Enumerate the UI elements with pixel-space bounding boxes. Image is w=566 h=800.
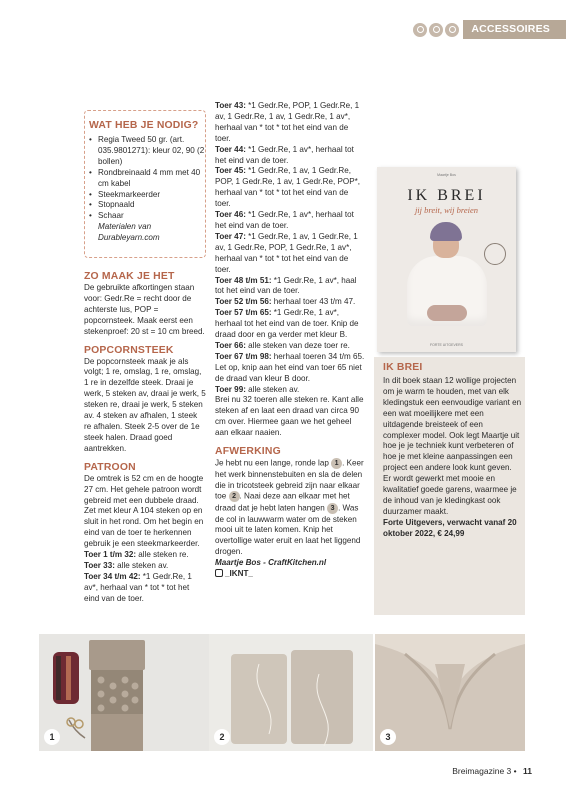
step-badge: 1 bbox=[331, 458, 342, 469]
row-instruction: Toer 48 t/m 51: *1 Gedr.Re, 1 av*, haal tot het eind van de toer. bbox=[215, 275, 357, 296]
row-instruction: Toer 52 t/m 56: herhaal toer 43 t/m 47. bbox=[215, 297, 356, 307]
middle-column bbox=[215, 101, 365, 580]
row-instruction: Toer 45: *1 Gedr.Re, 1 av, 1 Gedr.Re, POP, 1 Gedr.Re, 1 av, 1 Gedr.Re, POP*, herhaal van * tot * tot het eind van de toer. bbox=[215, 166, 361, 209]
magazine-name: Breimagazine 3 bbox=[452, 766, 512, 776]
page-footer: Breimagazine 3 • 11 bbox=[452, 766, 532, 776]
popcorn-text: De popcornsteek maak je als volgt; 1 re, omslag, 1 re, omslag, 1 re in dezelfde steek. Draai je werk, 5 steken av, draai je werk, 5 steken re, draai je werk, 5 steken av. 4 steken av afhalen, 1 steek re afhalen. Steek 2-5 over de 1e steek halen. Draad goed aantrekken. bbox=[84, 356, 206, 453]
finish-text: Brei nu 32 toeren alle steken re. Kant alle steken af en laat een draad van circa 90 cm over. Hiermee gaan we het geheel aan elkaar naaien. bbox=[215, 395, 364, 438]
book-subtitle: jij breit, wij breien bbox=[414, 205, 479, 215]
photo-folded-knit bbox=[209, 634, 373, 751]
row-instruction: Toer 43: *1 Gedr.Re, POP, 1 Gedr.Re, 1 av, 1 Gedr.Re, 1 av, 1 Gedr.Re, 1 av*, herhaal van * tot * tot het eind van de toer. bbox=[215, 101, 360, 143]
book-author: Maartje Bos bbox=[437, 173, 456, 177]
photo-3-illustration bbox=[375, 634, 525, 751]
photo-2-illustration bbox=[209, 634, 373, 751]
photo-number: 3 bbox=[380, 729, 396, 745]
materials-note: Materialen van bbox=[98, 222, 152, 232]
row-instruction: Toer 34 t/m 42: *1 Gedr.Re, 1 av*, herhaal van * tot * tot het eind van de toer. bbox=[84, 571, 192, 603]
materials-title: WAT HEB JE NODIG? bbox=[89, 120, 199, 131]
hands-illustration bbox=[427, 305, 467, 321]
patroon-text-2: Zet met kleur A 104 steken op en sluit in het rond. Om het begin en eind van de toer te herkennen gebruik je een steekmarkeerder. bbox=[84, 506, 204, 549]
section-label: ACCESSOIRES bbox=[463, 20, 566, 39]
photo-knitted-piece-with-scissors bbox=[39, 634, 215, 751]
hat-illustration bbox=[430, 222, 462, 241]
book-info-publisher: Forte Uitgevers, verwacht vanaf 20 oktober 2022, € 24,99 bbox=[383, 517, 517, 538]
list-item: • Stopnaald bbox=[89, 200, 207, 211]
book-info-box bbox=[374, 357, 525, 615]
afwerking-title: AFWERKING bbox=[215, 446, 281, 458]
seal-icon bbox=[484, 243, 506, 265]
book-cover bbox=[377, 167, 516, 352]
list-item: • Steekmarkeerder bbox=[89, 190, 207, 201]
book-info-text: In dit boek staan 12 wollige projecten om je warm te houden, met van elk kledingstuk een eenvoudige variant en een wat moeilijkere met een uitdagende breisteek of een complexer model. Ook legt Maartje uit hoe je je techniek kunt verbeteren of hoe je met kleine aanpassingen een project een andere look kunt geven. Er wordt gewerkt met mooie en kwalitatief goede garens, waarmee je de inhoud van je kledingkast ook duurzamer maakt. Forte Uitgevers, verwacht vanaf 20 oktober 2022, € 24,99 bbox=[383, 376, 522, 538]
instagram-icon bbox=[215, 569, 223, 577]
row-instruction: Toer 1 t/m 32: alle steken re. bbox=[84, 550, 189, 560]
book-title: IK BREI bbox=[407, 187, 486, 204]
row-instruction: Toer 46: *1 Gedr.Re, 1 av*, herhaal tot het eind van de toer. bbox=[215, 210, 354, 230]
photo-number: 2 bbox=[214, 729, 230, 745]
book-publisher: FORTE UITGEVERS bbox=[430, 343, 463, 347]
photo-number: 1 bbox=[44, 729, 60, 745]
book-info-title: IK BREI bbox=[383, 362, 423, 373]
patroon-title: PATROON bbox=[84, 461, 136, 473]
author-credit: Maartje Bos - CraftKitchen.nl bbox=[215, 558, 327, 568]
materials-box bbox=[84, 110, 206, 258]
page-number: 11 bbox=[523, 766, 532, 776]
row-instruction: Toer 67 t/m 98: herhaal toeren 34 t/m 65. Let op, knip aan het eind van toer 65 niet de draad van kleur B door. bbox=[215, 351, 365, 383]
circle-icon bbox=[413, 23, 427, 37]
patroon-text-1: De omtrek is 52 cm en de hoogte 27 cm. Het gehele patroon wordt gebreid met een dubbele draad. bbox=[84, 473, 204, 505]
list-item: • Schaar bbox=[89, 211, 207, 222]
circle-icon bbox=[429, 23, 443, 37]
row-instruction: Toer 66: alle steken van deze toer re. bbox=[215, 340, 350, 350]
step-badge: 2 bbox=[229, 491, 240, 502]
section-header bbox=[413, 20, 566, 39]
materials-source: Durableyarn.com bbox=[98, 233, 160, 243]
header-dots bbox=[413, 23, 459, 37]
circle-icon bbox=[445, 23, 459, 37]
zo-maak-title: ZO MAAK JE HET bbox=[84, 271, 175, 282]
materials-list bbox=[89, 135, 207, 244]
row-instruction: Toer 47: *1 Gedr.Re, 1 av, 1 Gedr.Re, 1 av, 1 Gedr.Re, POP, 1 Gedr.Re, 1 av*, herhaal van * tot * tot het eind van de toer. bbox=[215, 231, 358, 274]
afwerking-text: Je hebt nu een lange, ronde lap 1 . Keer het werk binnenstebuiten en sla de delen die in tricotsteek gebreid zijn naar elkaar toe 2 . Naai deze aan elkaar met het draad dat je hebt laten hangen 3 . Was de col in lauwwarm water om de steken mooi uit te laten komen. Knip het overtollige water eruit en laat het liggend drogen. bbox=[215, 458, 364, 557]
social-handle: _IKNT_ bbox=[215, 569, 365, 580]
zo-maak-text: De gebruikte afkortingen staan voor: Gedr.Re = recht door de achterste lus, POP = popcornsteek. Maak eerst een stekenproef: 20 st = 10 cm breed. bbox=[84, 283, 205, 336]
photo-1-illustration bbox=[39, 634, 215, 751]
photo-finished-cowl bbox=[375, 634, 525, 751]
step-badge: 3 bbox=[327, 503, 338, 514]
list-item: • Regia Tweed 50 gr. (art. 035.9801271): kleur 02, 90 (2 bollen) bbox=[89, 135, 207, 168]
popcorn-title: POPCORNSTEEK bbox=[84, 344, 174, 356]
row-instruction: Toer 44: *1 Gedr.Re, 1 av*, herhaal tot het eind van de toer. bbox=[215, 144, 354, 165]
row-instruction: Toer 99: alle steken av. bbox=[215, 384, 300, 394]
row-instruction: Toer 33: alle steken av. bbox=[84, 560, 169, 570]
left-column bbox=[84, 270, 206, 605]
row-instruction: Toer 57 t/m 65: *1 Gedr.Re, 1 av*, herhaal tot het eind van de toer. Knip de draad door en ga verder met kleur B. bbox=[215, 308, 359, 340]
list-item: • Rondbreinaald 4 mm met 40 cm kabel bbox=[89, 168, 207, 190]
